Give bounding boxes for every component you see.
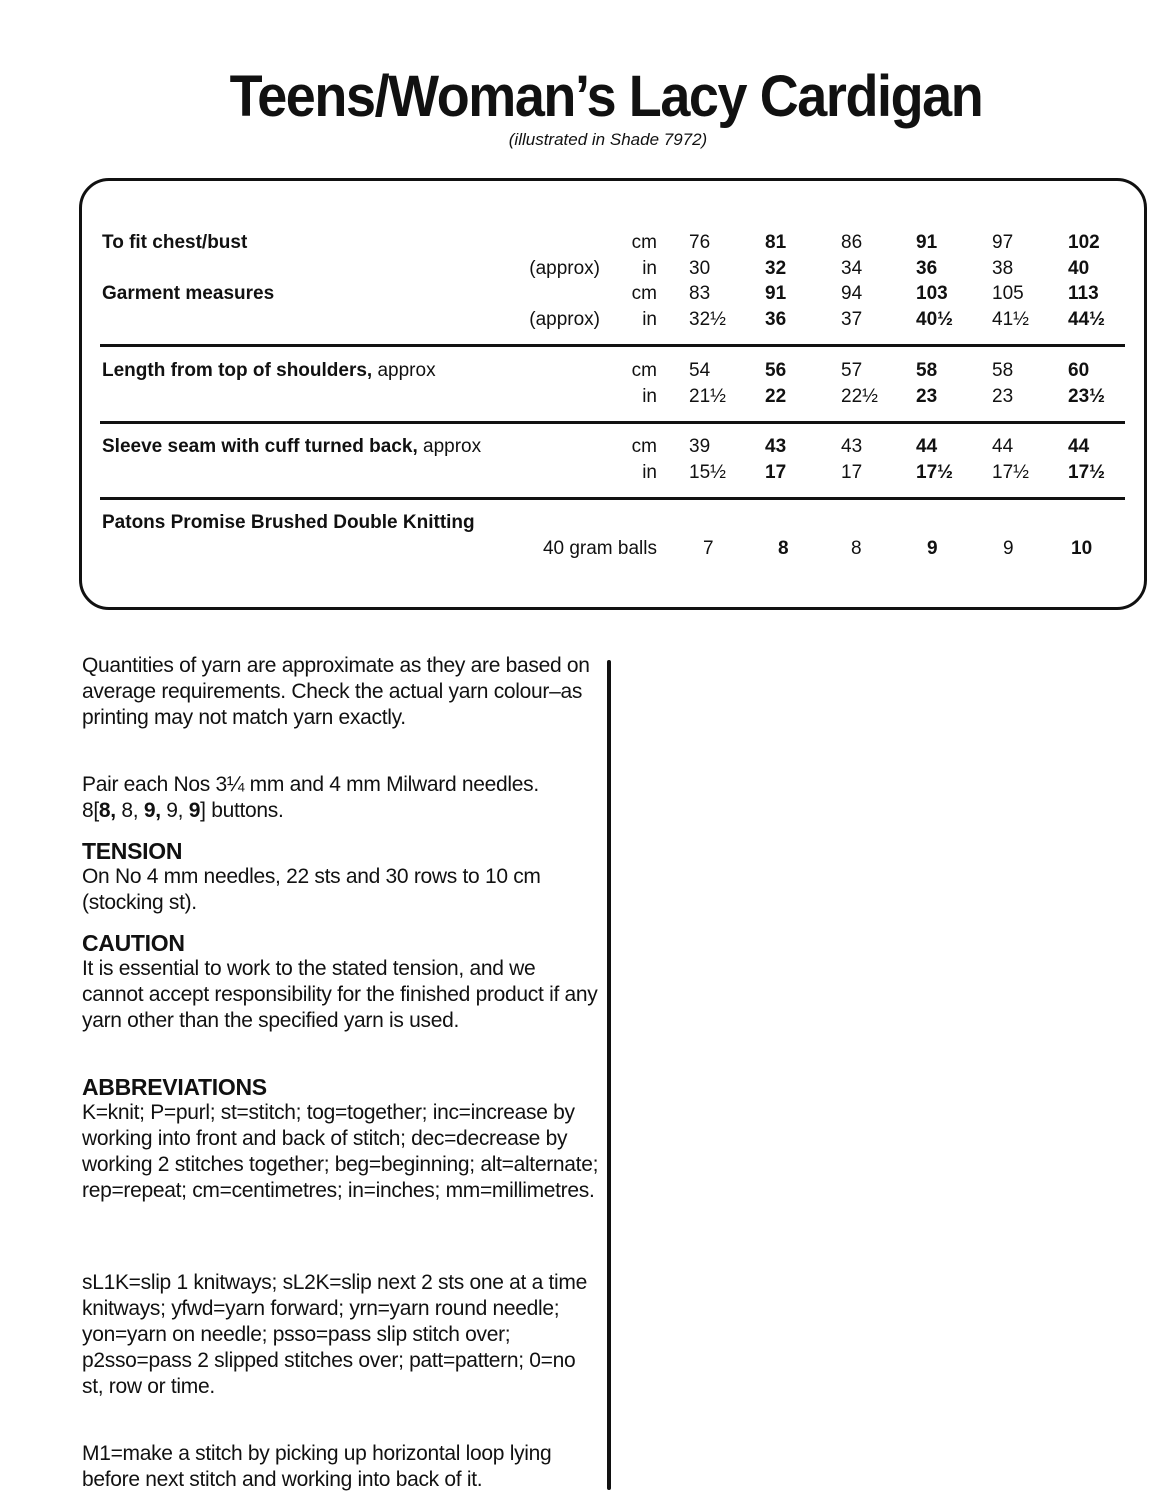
size-value: 41½ bbox=[992, 309, 1029, 330]
size-value: 54 bbox=[689, 360, 711, 381]
size-value: 43 bbox=[841, 436, 863, 457]
size-value: 81 bbox=[765, 232, 787, 253]
size-value: 32 bbox=[765, 258, 787, 279]
size-value: 60 bbox=[1068, 360, 1090, 381]
unit-label: cm bbox=[631, 436, 657, 457]
tension-heading: TENSION bbox=[82, 838, 183, 864]
tension-text: On No 4 mm needles, 22 sts and 30 rows to 10 cm (stocking st). bbox=[82, 865, 541, 914]
page-subtitle: (illustrated in Shade 7972) bbox=[508, 130, 708, 149]
table-divider bbox=[100, 344, 1125, 347]
size-value: 36 bbox=[765, 309, 787, 330]
size-value: 17 bbox=[765, 462, 787, 483]
size-value: 34 bbox=[841, 258, 863, 279]
yarn-quantity: 9 bbox=[1003, 538, 1014, 559]
size-value: 102 bbox=[1068, 232, 1100, 253]
yarn-unit: 40 gram balls bbox=[542, 538, 657, 559]
unit-label: cm bbox=[631, 232, 657, 253]
quantities-note: Quantities of yarn are approximate as they are based on average requirements. Check the actual yarn colour–as printing may not match yarn exactly. bbox=[82, 654, 590, 729]
caution-section bbox=[82, 930, 602, 1034]
row-label-text: To fit chest/bust bbox=[102, 232, 248, 253]
needles-note bbox=[82, 772, 602, 824]
buttons-size-4: 9, bbox=[143, 799, 161, 822]
row-label bbox=[102, 359, 436, 383]
size-value: 76 bbox=[689, 232, 711, 253]
unit-label: in bbox=[642, 462, 657, 483]
caution-text: It is essential to work to the stated tension, and we cannot accept responsibility for the finished product if any yarn other than the specified yarn is used. bbox=[82, 957, 598, 1032]
size-value: 17½ bbox=[916, 462, 953, 483]
approx-label: (approx) bbox=[529, 258, 600, 279]
buttons-size-6: 9 bbox=[188, 799, 201, 822]
unit-label: cm bbox=[631, 283, 657, 304]
row-label-text: Sleeve seam with cuff turned back, bbox=[102, 436, 418, 457]
size-value: 56 bbox=[765, 360, 787, 381]
yarn-quantity: 8 bbox=[778, 538, 789, 559]
size-value: 103 bbox=[916, 283, 948, 304]
size-value: 15½ bbox=[689, 462, 726, 483]
size-value: 44 bbox=[1068, 436, 1090, 457]
size-value: 17 bbox=[841, 462, 863, 483]
size-value: 43 bbox=[765, 436, 787, 457]
column-rule bbox=[607, 660, 611, 1490]
size-value: 83 bbox=[689, 283, 711, 304]
abbreviations-text-2: sL1K=slip 1 knitways; sL2K=slip next 2 sts one at a time knitways; yfwd=yarn forward; yrn=yarn round needle; yon=yarn on needle; psso=pass slip stitch over; p2sso=pass 2 slipped stitches over; patt=pattern; 0=no st, row or time. bbox=[82, 1271, 587, 1398]
size-value: 44 bbox=[916, 436, 938, 457]
size-value: 30 bbox=[689, 258, 711, 279]
size-value: 58 bbox=[916, 360, 938, 381]
row-label-text: Length from top of shoulders, bbox=[102, 360, 373, 381]
table-divider bbox=[100, 421, 1125, 424]
yarn-quantity: 7 bbox=[703, 538, 714, 559]
yarn-quantity: 8 bbox=[851, 538, 862, 559]
buttons-prefix: 8[ bbox=[82, 799, 99, 822]
yarn-quantity: 9 bbox=[927, 538, 938, 559]
abbreviations-section bbox=[82, 1074, 602, 1204]
abbreviations-heading: ABBREVIATIONS bbox=[82, 1074, 267, 1100]
size-value: 44½ bbox=[1068, 309, 1105, 330]
yarn-label: Patons Promise Brushed Double Knitting bbox=[102, 512, 475, 533]
buttons-size-2: 8, bbox=[98, 799, 116, 822]
size-value: 17½ bbox=[1068, 462, 1105, 483]
size-value: 23 bbox=[992, 386, 1014, 407]
abbreviations-text-1: K=knit; P=purl; st=stitch; tog=together; inc=increase by working into front and back of stitch; dec=decrease by working 2 stitches together; beg=beginning; alt=alternate; rep=repeat; cm=centimetres; in=inches; mm=millimetres. bbox=[82, 1101, 599, 1202]
size-value: 38 bbox=[992, 258, 1014, 279]
buttons-text bbox=[82, 798, 602, 824]
unit-label: in bbox=[642, 258, 657, 279]
size-value: 44 bbox=[992, 436, 1014, 457]
size-value: 36 bbox=[916, 258, 938, 279]
size-value: 23½ bbox=[1068, 386, 1105, 407]
unit-label: cm bbox=[631, 360, 657, 381]
size-value: 86 bbox=[841, 232, 863, 253]
size-value: 58 bbox=[992, 360, 1014, 381]
size-value: 22 bbox=[765, 386, 787, 407]
size-value: 37 bbox=[841, 309, 863, 330]
buttons-suffix: ] buttons. bbox=[200, 799, 284, 822]
tension-section bbox=[82, 838, 602, 916]
size-value: 21½ bbox=[689, 386, 726, 407]
size-value: 40 bbox=[1068, 258, 1090, 279]
row-label-suffix: approx bbox=[417, 436, 482, 457]
page-title: Teens/Woman’s Lacy Cardigan bbox=[229, 64, 983, 129]
unit-label: in bbox=[642, 309, 657, 330]
size-value: 39 bbox=[689, 436, 711, 457]
size-value: 91 bbox=[916, 232, 938, 253]
buttons-size-3: 8, bbox=[115, 799, 144, 822]
caution-heading: CAUTION bbox=[82, 930, 185, 956]
table-divider bbox=[100, 497, 1125, 500]
buttons-size-5: 9, bbox=[160, 799, 189, 822]
row-label bbox=[102, 435, 481, 459]
row-label bbox=[102, 282, 274, 306]
size-value: 105 bbox=[992, 283, 1024, 304]
approx-label: (approx) bbox=[529, 309, 600, 330]
size-value: 23 bbox=[916, 386, 938, 407]
size-value: 40½ bbox=[916, 309, 953, 330]
row-label-text: Garment measures bbox=[102, 283, 275, 304]
yarn-quantity: 10 bbox=[1071, 538, 1093, 559]
size-value: 22½ bbox=[841, 386, 878, 407]
row-label-suffix: approx bbox=[372, 360, 436, 381]
abbreviations-text-3: M1=make a stitch by picking up horizontal loop lying before next stitch and working into back of it. bbox=[82, 1442, 552, 1491]
needles-text: Pair each Nos 3¼ mm and 4 mm Milward needles. bbox=[82, 773, 539, 796]
size-value: 94 bbox=[841, 283, 863, 304]
size-value: 97 bbox=[992, 232, 1014, 253]
size-value: 32½ bbox=[689, 309, 726, 330]
size-value: 17½ bbox=[992, 462, 1029, 483]
unit-label: in bbox=[642, 386, 657, 407]
size-value: 113 bbox=[1068, 283, 1099, 304]
size-value: 91 bbox=[765, 283, 787, 304]
size-value: 57 bbox=[841, 360, 863, 381]
row-label bbox=[102, 231, 247, 255]
